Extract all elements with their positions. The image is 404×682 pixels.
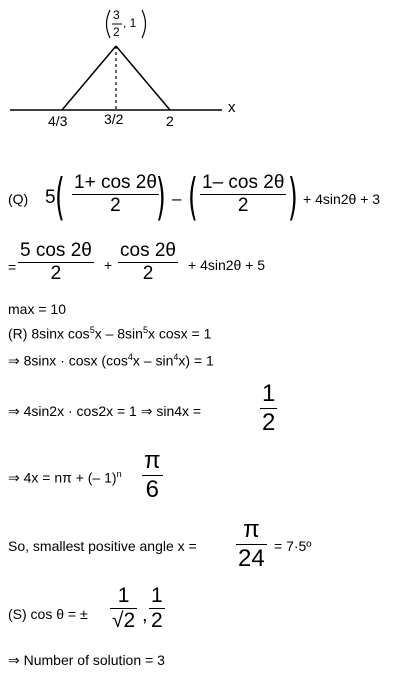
q-tail: + 4sin2θ + 3 xyxy=(303,191,381,207)
s-fraction-2-numerator: 1 xyxy=(151,584,163,607)
q-left-paren-2: ( xyxy=(188,168,198,226)
q2-tail: + 4sin2θ + 5 xyxy=(188,257,266,273)
q2-equals: = xyxy=(8,259,17,275)
s-fraction-1-numerator: 1 xyxy=(117,584,130,607)
s-fraction-2 xyxy=(149,584,165,633)
r-line-3-numerator: 1 xyxy=(262,380,276,407)
s-fraction-2-denominator: 2 xyxy=(151,609,163,632)
q-fraction-1-denominator: 2 xyxy=(110,195,121,216)
q-right-paren-1: ) xyxy=(156,168,166,226)
r-line-5-denominator: 24 xyxy=(238,545,265,572)
s-fraction-1-denominator: √2 xyxy=(112,609,136,632)
peak-label-den: 2 xyxy=(113,25,120,39)
s-comma: , xyxy=(142,604,148,626)
r-line-4-fraction xyxy=(142,447,163,504)
q2-plus: + xyxy=(104,257,113,273)
tick-label-2: 2 xyxy=(166,113,174,129)
peak-label-value: , 1 xyxy=(123,16,137,30)
tick-label-4-3: 4/3 xyxy=(48,113,68,129)
q-fraction-1-numerator: 1+ cos 2θ xyxy=(74,172,157,193)
q2-fraction-1 xyxy=(18,240,94,285)
q2-fraction-2 xyxy=(118,240,178,285)
r-line-3-fraction xyxy=(260,380,277,437)
q-fraction-2 xyxy=(200,172,286,217)
s-result: ⇒ Number of solution = 3 xyxy=(8,652,165,668)
q-fraction-2-numerator: 1– cos 2θ xyxy=(202,172,285,193)
x-axis-label: x xyxy=(228,99,236,116)
peak-label-right-paren xyxy=(142,10,146,38)
max-line: max = 10 xyxy=(8,301,66,317)
peak-label-num: 3 xyxy=(113,8,120,22)
q-fraction-2-denominator: 2 xyxy=(237,195,249,216)
q-coefficient: 5 xyxy=(45,187,56,208)
r-line-5: So, smallest positive angle x = xyxy=(8,538,197,554)
q2-fraction-1-numerator: 5 cos 2θ xyxy=(20,240,92,261)
triangle-right-edge xyxy=(116,46,170,110)
q2-fraction-1-denominator: 2 xyxy=(50,263,62,284)
q2-fraction-2-denominator: 2 xyxy=(142,263,154,284)
s-fraction-1 xyxy=(110,584,137,633)
r-line-5-result: = 7·5º xyxy=(274,538,312,554)
r-line-4: ⇒ 4x = nπ + (– 1)$^n$ xyxy=(8,469,122,486)
q-right-paren-2: ) xyxy=(288,168,298,226)
r-line-1: (R) 8sinx $\cos^5x - 8\sin^5x$ cosx = 1 xyxy=(8,325,212,342)
r-line-5-fraction xyxy=(236,516,267,573)
r-line-4-denominator: 6 xyxy=(145,476,159,503)
s-line: (S) cos θ = ± xyxy=(8,606,88,622)
r-line-2: ⇒ 8sinx · cosx $(\cos^4x - \sin^4x) = 1$ xyxy=(8,352,214,369)
r-line-3: ⇒ 4sin2x · cos2x = 1 ⇒ sin4x = xyxy=(8,403,202,419)
r-line-3-denominator: 2 xyxy=(262,409,276,436)
r-line-5-numerator: π xyxy=(243,516,260,543)
r-line-4-numerator: π xyxy=(144,447,161,474)
q-left-paren-1: ( xyxy=(55,168,65,226)
peak-label-left-paren xyxy=(107,10,111,38)
triangle-left-edge xyxy=(62,46,116,110)
q-label: (Q) xyxy=(8,191,29,207)
q-minus: – xyxy=(172,189,182,208)
tick-label-3-2: 3/2 xyxy=(104,111,124,127)
q2-fraction-2-numerator: cos 2θ xyxy=(120,240,176,261)
q-fraction-1 xyxy=(72,172,159,217)
